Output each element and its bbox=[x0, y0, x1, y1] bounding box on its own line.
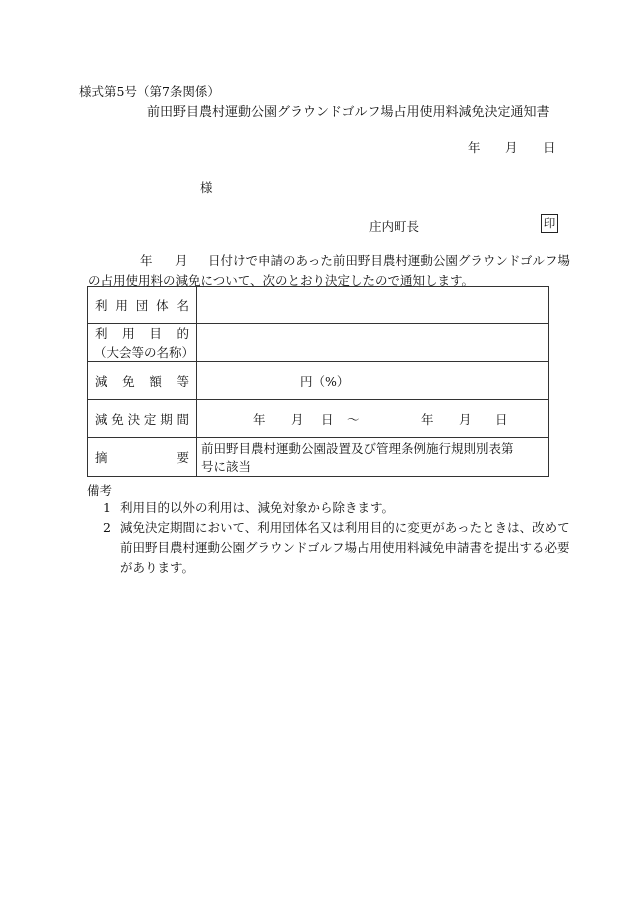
date-day: 日 bbox=[543, 140, 556, 155]
table-row-reduction-amount bbox=[88, 362, 549, 400]
label-period-text bbox=[92, 410, 192, 428]
label-char: 期 bbox=[160, 411, 173, 427]
body-year: 年 bbox=[140, 253, 153, 268]
period-tilde: ～ bbox=[347, 411, 360, 427]
label-remarks bbox=[88, 438, 197, 477]
label-char: 定 bbox=[143, 411, 157, 427]
note-2-line-3: があります。 bbox=[120, 560, 195, 575]
note-1-text: 利用目的以外の利用は、減免対象から除きます。 bbox=[120, 500, 395, 515]
label-char: 利 bbox=[95, 298, 108, 313]
label-remarks-text bbox=[92, 448, 192, 466]
note-item-2 bbox=[103, 518, 573, 578]
table-row-period bbox=[88, 400, 549, 438]
date-month: 月 bbox=[505, 140, 518, 155]
reduction-details-table bbox=[87, 286, 549, 477]
label-period bbox=[88, 400, 197, 438]
amount-unit: 円（%） bbox=[300, 373, 350, 389]
note-2-line-2: 前田野目農村運動公園グラウンドゴルフ場占用使用料減免申請書を提出する必要 bbox=[120, 540, 570, 555]
date-year: 年 bbox=[468, 140, 481, 155]
label-purpose-text bbox=[92, 324, 192, 342]
table-row-purpose bbox=[88, 324, 549, 362]
table-row-remarks bbox=[88, 438, 549, 477]
label-char: 額 bbox=[149, 373, 162, 389]
label-char: 的 bbox=[176, 326, 189, 341]
value-period bbox=[197, 400, 549, 438]
body-text-rest: 日付けで申請のあった前田野目農村運動公園グラウンドゴルフ場 bbox=[208, 253, 570, 268]
value-reduction-amount bbox=[197, 362, 549, 400]
period-end-year: 年 bbox=[421, 411, 434, 427]
label-char: 用 bbox=[122, 326, 135, 341]
value-organization-name bbox=[197, 287, 549, 324]
label-char: 用 bbox=[115, 298, 128, 313]
table-row-organization bbox=[88, 287, 549, 324]
label-char: 間 bbox=[176, 411, 189, 427]
remarks-line-1: 前田野目農村運動公園設置及び管理条例施行規則別表第 bbox=[201, 441, 514, 456]
label-char: 減 bbox=[95, 411, 108, 427]
label-char: 体 bbox=[156, 298, 169, 313]
label-char: 目 bbox=[149, 326, 162, 341]
value-remarks bbox=[197, 438, 549, 477]
notice-body bbox=[88, 251, 578, 291]
period-end-day: 日 bbox=[495, 411, 508, 427]
document-title: 前田野目農村運動公園グラウンドゴルフ場占用使用料減免決定通知書 bbox=[147, 105, 550, 120]
notice-body-line-1 bbox=[88, 251, 578, 271]
label-reduction-amount-text bbox=[92, 372, 192, 390]
label-purpose bbox=[88, 324, 197, 362]
label-organization-name-text bbox=[92, 296, 192, 314]
notice-body-line-2: の占用使用料の減免について、次のとおり決定したので通知します。 bbox=[88, 273, 475, 288]
period-start-year: 年 bbox=[253, 411, 266, 427]
value-purpose bbox=[197, 324, 549, 362]
label-char: 免 bbox=[122, 373, 135, 389]
label-remarks-left: 摘 bbox=[95, 450, 108, 465]
label-char: 免 bbox=[111, 411, 124, 427]
note-2-line-1: 減免決定期間において、利用団体名又は利用目的に変更があったときは、改めて bbox=[120, 520, 570, 535]
label-reduction-amount bbox=[88, 362, 197, 400]
remarks-line-2: 号に該当 bbox=[201, 459, 252, 474]
label-remarks-right: 要 bbox=[176, 450, 189, 465]
label-purpose-subtitle: （大会等の名称） bbox=[94, 345, 195, 360]
label-char: 決 bbox=[127, 411, 141, 427]
body-month: 月 bbox=[175, 253, 188, 268]
label-char: 等 bbox=[176, 373, 189, 389]
note-item-1 bbox=[103, 498, 573, 518]
label-organization-name bbox=[88, 287, 197, 324]
label-char: 名 bbox=[176, 298, 189, 313]
period-start-day: 日 bbox=[321, 411, 334, 427]
notes-heading: 備考 bbox=[87, 483, 113, 498]
seal-mark: 印 bbox=[541, 214, 558, 233]
label-char: 団 bbox=[135, 298, 149, 313]
addressee-honorific: 様 bbox=[200, 180, 213, 195]
note-1-number: 1 bbox=[103, 500, 111, 515]
period-start-month: 月 bbox=[291, 411, 304, 427]
issuer-name: 庄内町長 bbox=[369, 219, 420, 234]
form-number: 様式第5号（第7条関係） bbox=[79, 84, 220, 99]
issue-date bbox=[468, 138, 556, 156]
period-end-month: 月 bbox=[459, 411, 472, 427]
note-2-number: 2 bbox=[103, 520, 111, 535]
label-char: 利 bbox=[95, 326, 108, 341]
label-char: 減 bbox=[95, 373, 108, 389]
